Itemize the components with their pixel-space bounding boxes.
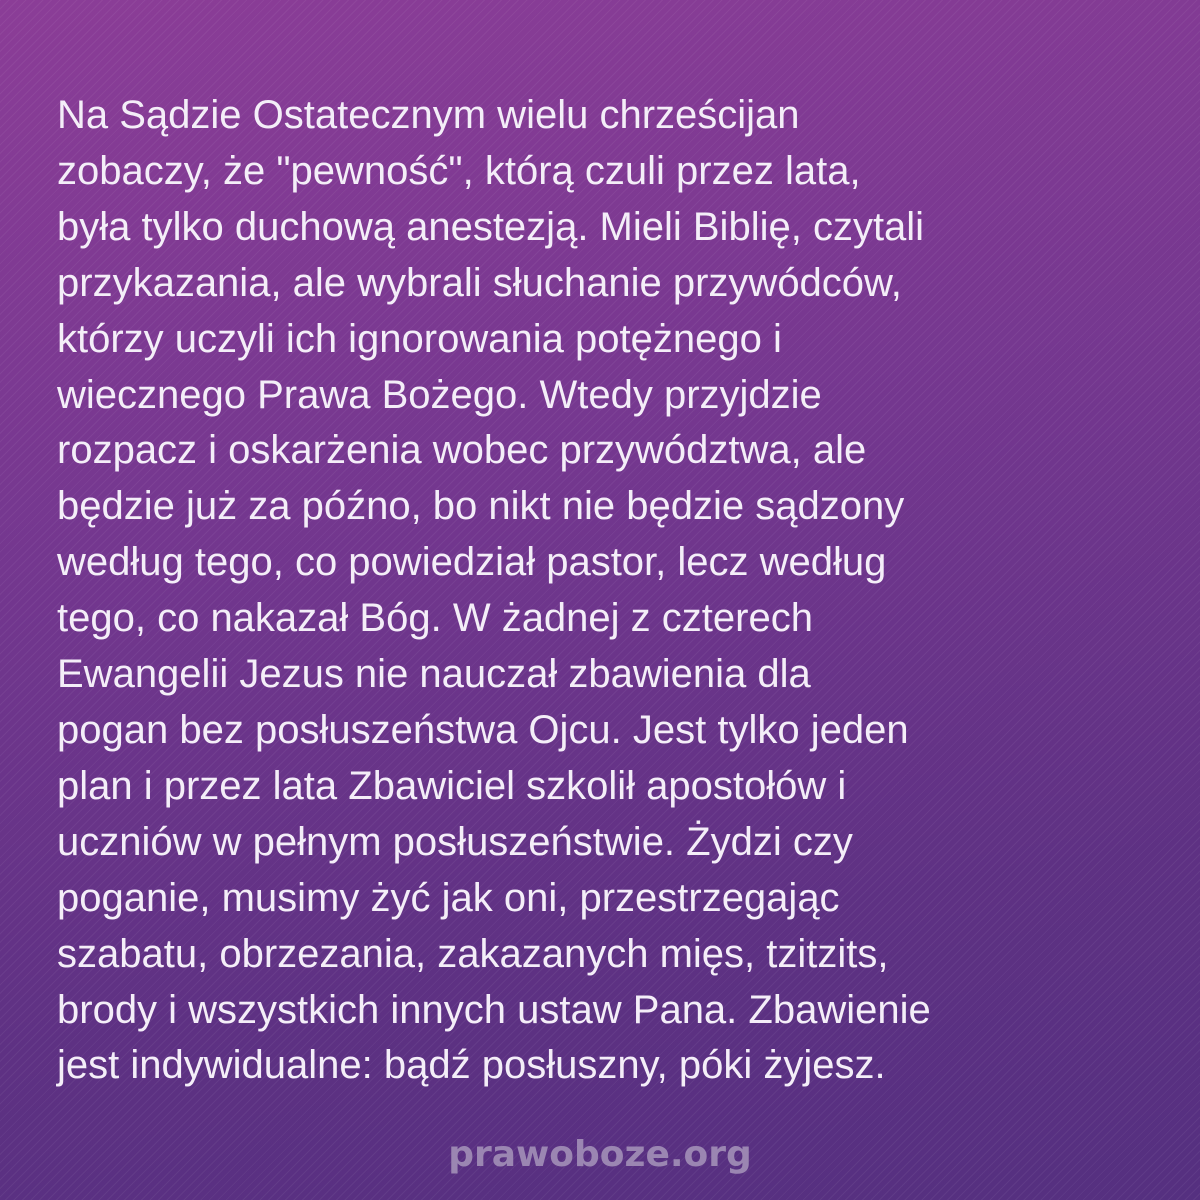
text-line: wiecznego Prawa Bożego. Wtedy przyjdzie xyxy=(57,372,822,417)
text-line: rozpacz i oskarżenia wobec przywództwa, ale xyxy=(57,428,867,473)
text-line: Ewangelii Jezus nie nauczał zbawienia dla xyxy=(57,652,811,697)
text-line: tego, co nakazał Bóg. W żadnej z czterech xyxy=(57,596,813,641)
text-line: plan i przez lata Zbawiciel szkolił apostołów i xyxy=(57,763,847,808)
text-line: według tego, co powiedział pastor, lecz według xyxy=(57,540,887,585)
text-line: pogan bez posłuszeństwa Ojcu. Jest tylko jeden xyxy=(57,707,909,752)
text-line: uczniów w pełnym posłuszeństwie. Żydzi czy xyxy=(57,819,853,864)
text-line: szabatu, obrzezania, zakazanych mięs, tzitzits, xyxy=(57,931,889,976)
text-line: poganie, musimy żyć jak oni, przestrzegając xyxy=(57,875,840,920)
website-watermark: prawoboze.org xyxy=(448,1134,752,1175)
text-line: była tylko duchową anestezją. Mieli Biblię, czytali xyxy=(57,204,925,249)
text-line: brody i wszystkich innych ustaw Pana. Zbawienie xyxy=(57,987,931,1032)
text-line: zobaczy, że "pewność", którą czuli przez lata, xyxy=(57,148,861,193)
text-line: którzy uczyli ich ignorowania potężnego i xyxy=(57,316,782,361)
text-line: jest indywidualne: bądź posłuszny, póki żyjesz. xyxy=(57,1043,886,1088)
quote-text xyxy=(57,88,931,1094)
text-line: Na Sądzie Ostatecznym wielu chrześcijan xyxy=(57,93,800,137)
text-line: przykazania, ale wybrali słuchanie przywódców, xyxy=(57,260,902,305)
text-line: będzie już za późno, bo nikt nie będzie sądzony xyxy=(57,484,905,529)
